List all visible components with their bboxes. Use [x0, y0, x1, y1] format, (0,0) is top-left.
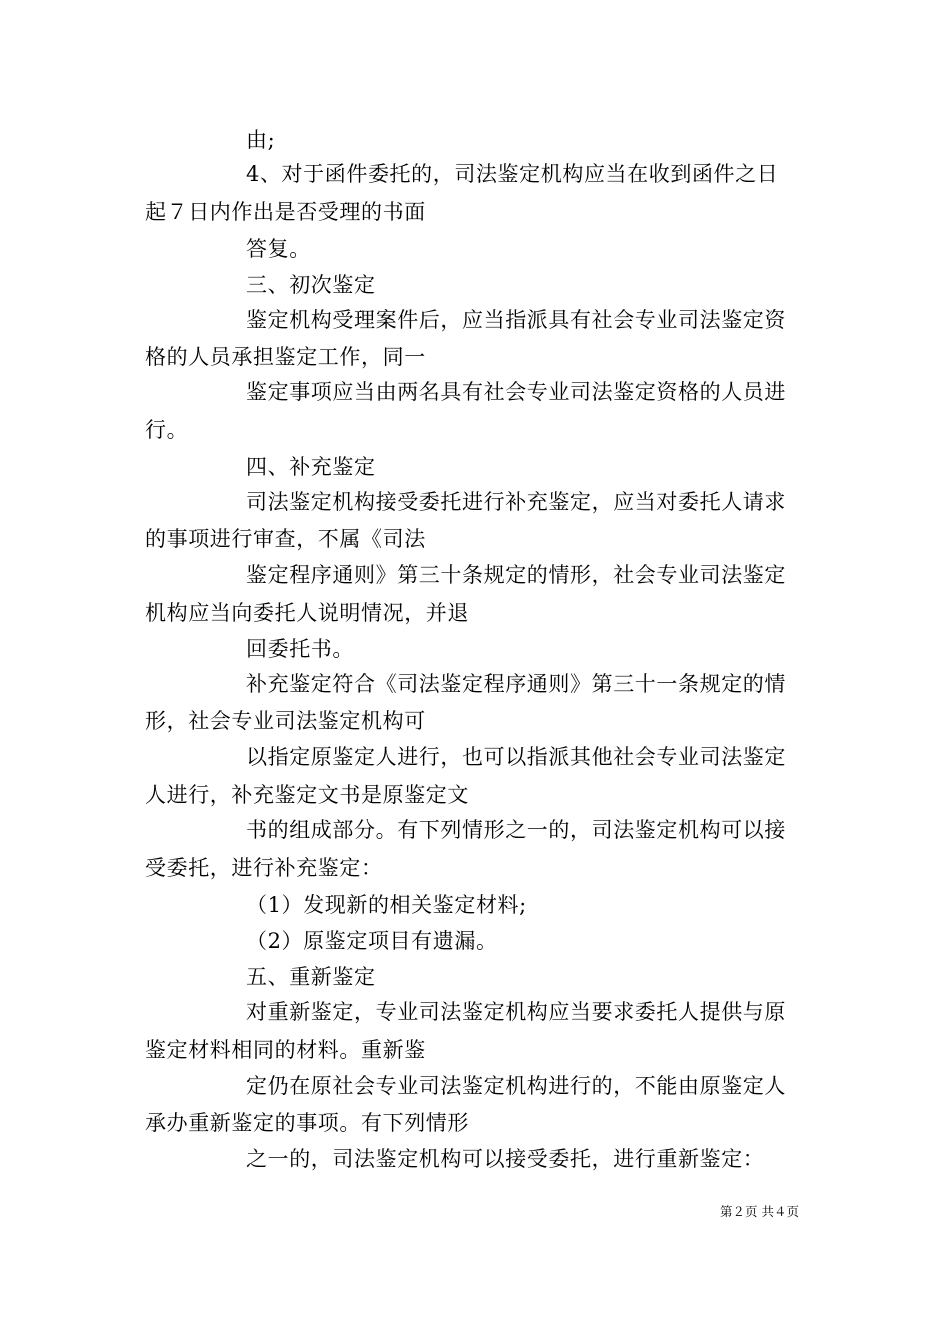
- text-line: 形，社会专业司法鉴定机构可: [145, 709, 426, 733]
- text-line: 鉴定机构受理案件后，应当指派具有社会专业司法鉴定资: [246, 308, 786, 332]
- text-line: 由;: [246, 128, 276, 152]
- text-line: 答复。: [246, 237, 311, 261]
- section-heading: 四、补充鉴定: [246, 455, 376, 479]
- text-line: 受委托，进行补充鉴定：: [145, 856, 383, 880]
- text-line: 格的人员承担鉴定工作，同一: [145, 345, 426, 369]
- text-line: 定仍在原社会专业司法鉴定机构进行的，不能由原鉴定人: [246, 1074, 786, 1098]
- text-line: 鉴定事项应当由两名具有社会专业司法鉴定资格的人员进: [246, 380, 786, 404]
- text-line: 回委托书。: [246, 637, 354, 661]
- text-line: 行。: [145, 418, 189, 442]
- text-line: 4、对于函件委托的，司法鉴定机构应当在收到函件之日: [246, 162, 779, 186]
- text-line: 书的组成部分。有下列情形之一的，司法鉴定机构可以接: [246, 818, 786, 842]
- text-line: 补充鉴定符合《司法鉴定程序通则》第三十一条规定的情: [246, 672, 786, 696]
- text-line: 之一的，司法鉴定机构可以接受委托，进行重新鉴定：: [246, 1147, 765, 1171]
- text-line: 的事项进行审查，不属《司法: [145, 527, 426, 551]
- list-item: （1）发现新的相关鉴定材料;: [246, 893, 527, 917]
- page-number-footer: 第２页 共４页: [720, 1204, 799, 1219]
- text-line: 承办重新鉴定的事项。有下列情形: [145, 1111, 469, 1135]
- text-line: 人进行，补充鉴定文书是原鉴定文: [145, 783, 469, 807]
- section-heading: 三、初次鉴定: [246, 273, 376, 297]
- text-line: 鉴定程序通则》第三十条规定的情形，社会专业司法鉴定: [246, 563, 786, 587]
- text-line: 鉴定材料相同的材料。重新鉴: [145, 1038, 426, 1062]
- text-line: 以指定原鉴定人进行，也可以指派其他社会专业司法鉴定: [246, 745, 786, 769]
- text-line: 对重新鉴定，专业司法鉴定机构应当要求委托人提供与原: [246, 1000, 786, 1024]
- text-line: 机构应当向委托人说明情况，并退: [145, 601, 469, 625]
- text-line: 司法鉴定机构接受委托进行补充鉴定，应当对委托人请求: [246, 490, 786, 514]
- section-heading: 五、重新鉴定: [246, 965, 376, 989]
- text-line: 起７日内作出是否受理的书面: [145, 200, 426, 224]
- list-item: （2）原鉴定项目有遗漏。: [246, 929, 498, 953]
